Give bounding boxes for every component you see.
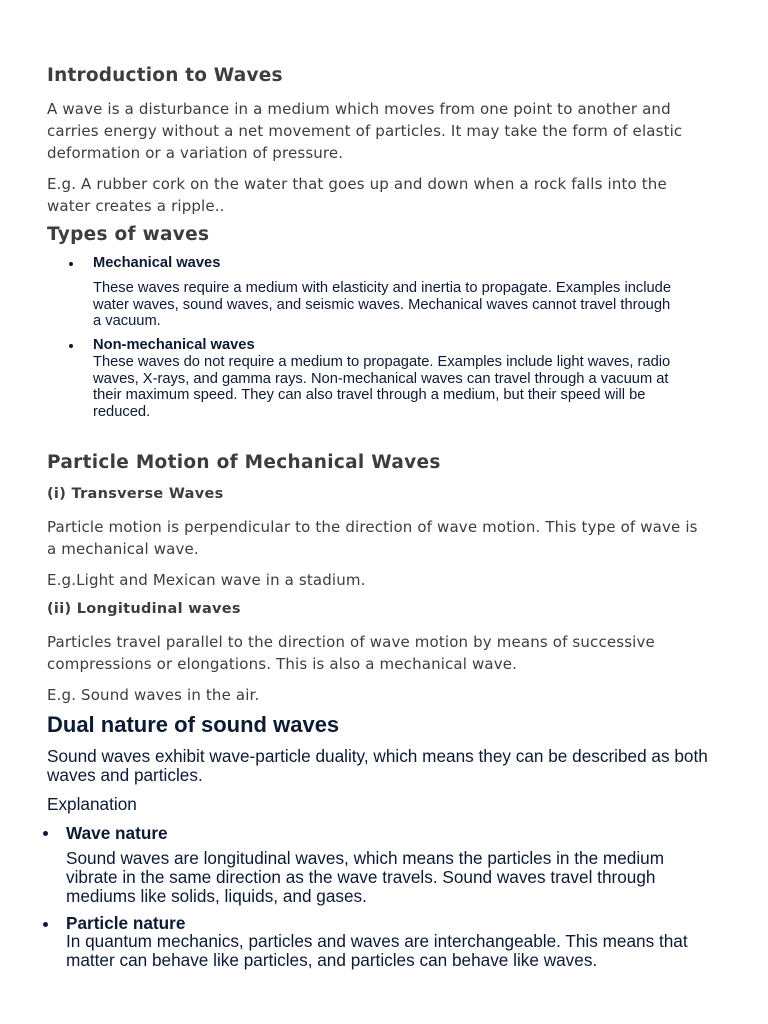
dual-intro-line: Sound waves exhibit wave-particle duality, which means they can be described as both bbox=[47, 746, 708, 766]
list-item-text-line: reduced. bbox=[93, 403, 151, 420]
section-title-types: Types of waves bbox=[47, 224, 210, 245]
intro-paragraph-line: carries energy without a net movement of particles. It may take the form of elastic bbox=[47, 122, 683, 140]
bullet-icon bbox=[43, 831, 48, 836]
list-item-label: Non-mechanical waves bbox=[93, 337, 255, 353]
bullet-icon bbox=[43, 922, 48, 927]
list-item-text-line: mediums like solids, liquids, and gases. bbox=[66, 886, 367, 906]
bullet-icon bbox=[69, 262, 73, 266]
list-item-text-line: vibrate in the same direction as the wave travels. Sound waves travel through bbox=[66, 867, 656, 887]
section-title-dual-nature: Dual nature of sound waves bbox=[47, 712, 340, 737]
list-item-text-line: These waves do not require a medium to propagate. Examples include light waves, radio bbox=[93, 354, 671, 370]
longitudinal-paragraph-line: Particles travel parallel to the direction of wave motion by means of successive bbox=[47, 633, 655, 651]
list-item-text-line: water waves, sound waves, and seismic waves. Mechanical waves cannot travel through bbox=[93, 296, 671, 313]
intro-example-line: E.g. A rubber cork on the water that goes up and down when a rock falls into the bbox=[47, 175, 667, 193]
longitudinal-example: E.g. Sound waves in the air. bbox=[47, 686, 260, 704]
list-item-text-line: a vacuum. bbox=[93, 313, 161, 329]
list-item-text-line: Sound waves are longitudinal waves, which means the particles in the medium bbox=[66, 848, 665, 868]
explanation-label: Explanation bbox=[47, 794, 137, 814]
intro-example-line: water creates a ripple.. bbox=[47, 197, 225, 215]
list-item-text-line: their maximum speed. They can also travel through a medium, but their speed will be bbox=[93, 387, 646, 403]
longitudinal-paragraph-line: compressions or elongations. This is also a mechanical wave. bbox=[47, 655, 518, 673]
list-item-text-line: waves, X-rays, and gamma rays. Non-mechanical waves can travel through a vacuum at bbox=[93, 370, 669, 387]
bullet-icon bbox=[69, 344, 73, 348]
list-item-text-line: In quantum mechanics, particles and waves are interchangeable. This means that bbox=[66, 931, 688, 951]
transverse-paragraph-line: a mechanical wave. bbox=[47, 540, 199, 558]
list-item-label: Particle nature bbox=[66, 913, 186, 933]
transverse-example: E.g.Light and Mexican wave in a stadium. bbox=[47, 571, 366, 589]
transverse-paragraph-line: Particle motion is perpendicular to the direction of wave motion. This type of wave is bbox=[47, 518, 698, 536]
list-item-text-line: matter can behave like particles, and particles can behave like waves. bbox=[66, 950, 598, 970]
list-item-label: Wave nature bbox=[66, 823, 168, 843]
subsection-title-longitudinal: (ii) Longitudinal waves bbox=[47, 601, 241, 617]
subsection-title-transverse: (i) Transverse Waves bbox=[47, 486, 224, 502]
section-title-introduction: Introduction to Waves bbox=[47, 65, 283, 86]
intro-paragraph-line: A wave is a disturbance in a medium which moves from one point to another and bbox=[47, 100, 671, 118]
list-item-label: Mechanical waves bbox=[93, 255, 221, 271]
list-item-text-line: These waves require a medium with elasticity and inertia to propagate. Examples include bbox=[93, 280, 672, 296]
intro-paragraph-line: deformation or a variation of pressure. bbox=[47, 144, 344, 162]
dual-intro-line: waves and particles. bbox=[47, 765, 203, 785]
section-title-particle-motion: Particle Motion of Mechanical Waves bbox=[47, 452, 441, 473]
